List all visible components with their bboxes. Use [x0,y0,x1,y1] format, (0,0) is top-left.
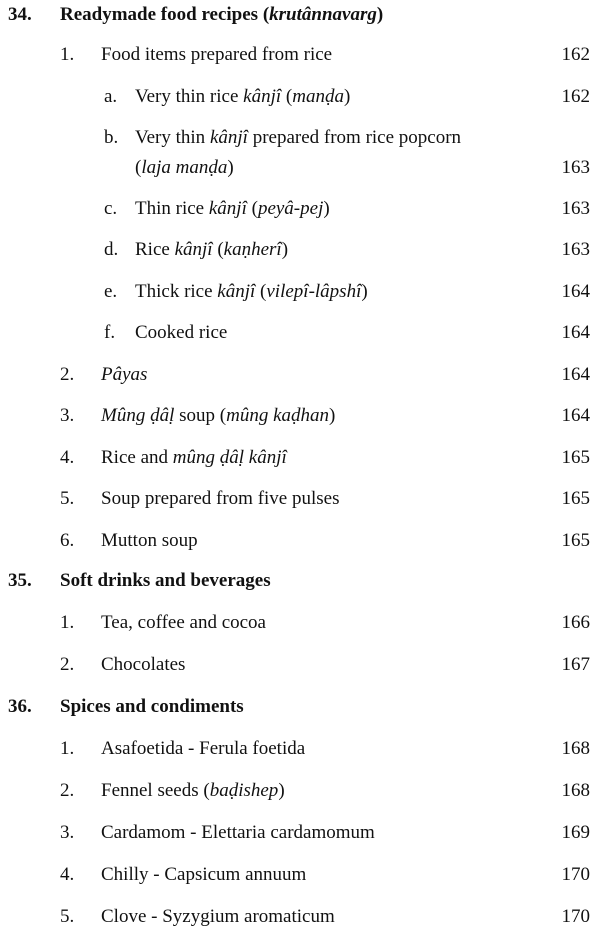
toc-subentry: b. Very thin kânjî prepared from rice popcorn [104,127,462,148]
toc-entry: 4. Chilly - Capsicum annuum 170 [60,864,590,885]
toc-entry: 1. Food items prepared from rice 162 [60,44,590,65]
page-number: 165 [561,530,590,551]
page-number: 162 [561,44,590,65]
toc-entry: 6. Mutton soup 165 [60,530,590,551]
toc-entry: 3. Cardamom - Elettaria cardamomum 169 [60,822,590,843]
toc-entry: 4. Rice and mûng ḍâḷ kânjî 165 [60,447,590,468]
page-number: 164 [561,405,590,426]
toc-subentry: e. Thick rice kânjî (vilepî-lâpshî) 164 [104,281,590,302]
toc-entry: 5. Clove - Syzygium aromaticum 170 [60,906,590,927]
toc-entry: 2. Fennel seeds (baḍishep) 168 [60,780,590,801]
toc-entry: 2. Pâyas 164 [60,364,590,385]
page-number: 168 [561,780,590,801]
section-number: 34. [8,4,32,25]
page-number: 170 [561,906,590,927]
toc-entry: 3. Mûng ḍâḷ soup (mûng kaḍhan) 164 [60,405,590,426]
page-number: 165 [561,488,590,509]
page-number: 164 [561,364,590,385]
page-number: 165 [561,447,590,468]
section-title: Soft drinks and beverages [60,570,271,591]
section-heading [0,569,600,593]
toc-subentry: f. Cooked rice 164 [104,322,590,343]
toc-subentry: c. Thin rice kânjî (peyâ-pej) 163 [104,198,590,219]
section-heading [0,3,600,27]
section-number: 36. [8,696,32,717]
toc-subentry: a. Very thin rice kânjî (manḍa) 162 [104,86,590,107]
section-heading [0,695,600,719]
page-number: 163 [561,198,590,219]
page-number: 167 [561,654,590,675]
page-number: 162 [561,86,590,107]
toc-entry: 5. Soup prepared from five pulses 165 [60,488,590,509]
page-number: 169 [561,822,590,843]
toc-entry: 2. Chocolates 167 [60,654,590,675]
page-number: 163 [561,239,590,260]
section-title: Spices and condiments [60,696,244,717]
section-number: 35. [8,570,32,591]
toc-entry: 1. Tea, coffee and cocoa 166 [60,612,590,633]
page-number: 164 [561,322,590,343]
page-number: 170 [561,864,590,885]
page-number: 168 [561,738,590,759]
page-number: 166 [561,612,590,633]
page-number: 164 [561,281,590,302]
page-number: 163 [561,157,590,178]
section-title: Readymade food recipes (krutânnavarg) [60,4,384,25]
toc-entry: 1. Asafoetida - Ferula foetida 168 [60,738,590,759]
toc-subentry-continued: (laja manḍa) 163 [135,157,590,178]
toc-subentry: d. Rice kânjî (kaṇherî) 163 [104,239,590,260]
